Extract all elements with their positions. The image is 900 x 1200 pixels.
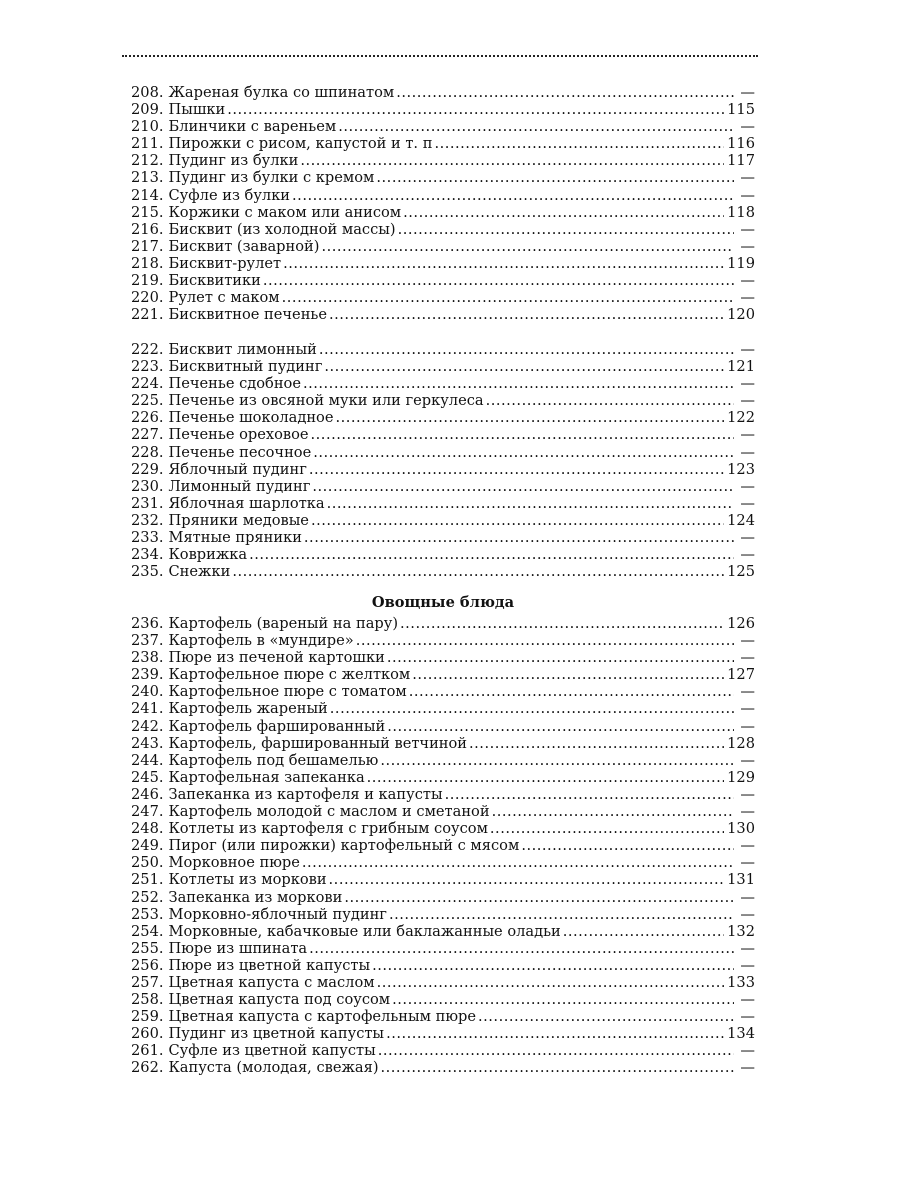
toc-entry-number: 223. xyxy=(131,358,164,376)
toc-entry-page: 133 xyxy=(727,973,755,991)
toc-entry-page: 134 xyxy=(727,1025,755,1043)
toc-entry xyxy=(131,786,755,803)
toc-group-vegetable-dishes xyxy=(131,615,755,1077)
toc-entry-page: 125 xyxy=(727,563,755,581)
toc-entry-page: 124 xyxy=(727,511,755,529)
toc-dot-leader xyxy=(319,341,734,358)
toc-entry-title: Картофель под бешамелью xyxy=(168,751,379,769)
toc-entry-number: 256. xyxy=(131,956,164,974)
toc-entry-title: Картофель жареный xyxy=(168,700,328,718)
toc-entry-title: Морковное пюре xyxy=(168,854,300,872)
toc-entry-number: 255. xyxy=(131,939,164,957)
toc-entry xyxy=(131,1025,755,1042)
toc-entry-title: Жареная булка со шпинатом xyxy=(168,84,395,101)
toc-entry-number: 250. xyxy=(131,854,164,872)
toc-entry-page: — xyxy=(740,237,755,255)
toc-entry xyxy=(131,991,755,1008)
toc-entry xyxy=(131,700,755,717)
toc-entry-title: Печенье из овсяной муки или геркулеса xyxy=(168,392,484,410)
toc-dot-leader xyxy=(469,735,724,752)
toc-entry xyxy=(131,221,755,238)
toc-entry xyxy=(131,889,755,906)
toc-entry-page: — xyxy=(740,477,755,495)
toc-entry-number: 249. xyxy=(131,837,164,855)
toc-entry-page: 128 xyxy=(727,734,755,752)
toc-dot-leader xyxy=(403,204,724,221)
toc-entry xyxy=(131,803,755,820)
toc-entry xyxy=(131,444,755,461)
toc-dot-leader xyxy=(445,786,734,803)
toc-entry-number: 232. xyxy=(131,511,164,529)
toc-entry xyxy=(131,461,755,478)
toc-entry xyxy=(131,1059,755,1076)
toc-entry-title: Бисквит-рулет xyxy=(168,254,282,272)
toc-entry-number: 248. xyxy=(131,820,164,838)
toc-entry-page: — xyxy=(740,700,755,718)
toc-entry-page: 120 xyxy=(727,306,755,324)
toc-entry-page: — xyxy=(740,529,755,547)
toc-entry-title: Блинчики с вареньем xyxy=(168,118,337,136)
toc-dot-leader xyxy=(329,871,725,888)
toc-entry-number: 238. xyxy=(131,649,164,667)
toc-entry xyxy=(131,409,755,426)
toc-entry-page: — xyxy=(740,888,755,906)
toc-dot-leader xyxy=(492,803,734,820)
toc-entry-number: 245. xyxy=(131,768,164,786)
toc-entry xyxy=(131,512,755,529)
toc-entry xyxy=(131,666,755,683)
toc-entry-page: — xyxy=(740,1059,755,1077)
toc-group-pastry-2 xyxy=(131,341,755,580)
toc-entry-number: 246. xyxy=(131,785,164,803)
toc-entry-title: Яблочная шарлотка xyxy=(168,494,325,512)
toc-entry-number: 236. xyxy=(131,615,164,632)
toc-entry-page: — xyxy=(740,341,755,358)
toc-dot-leader xyxy=(309,461,724,478)
toc-entry xyxy=(131,940,755,957)
toc-entry-number: 240. xyxy=(131,683,164,701)
toc-entry-number: 212. xyxy=(131,152,164,170)
toc-dot-leader xyxy=(282,289,734,306)
toc-dot-leader xyxy=(386,1025,724,1042)
toc-entry-number: 242. xyxy=(131,717,164,735)
toc-dot-leader xyxy=(387,649,734,666)
toc-entry-number: 243. xyxy=(131,734,164,752)
toc-dot-leader xyxy=(486,392,734,409)
toc-entry xyxy=(131,306,755,323)
toc-dot-leader xyxy=(311,426,734,443)
toc-entry-number: 244. xyxy=(131,751,164,769)
toc-entry-page: 126 xyxy=(727,615,755,632)
toc-dot-leader xyxy=(356,632,734,649)
toc-entry-number: 222. xyxy=(131,341,164,358)
toc-entry-title: Картофельное пюре с томатом xyxy=(168,683,407,701)
toc-entry-page: 117 xyxy=(727,152,755,170)
toc-entry-number: 254. xyxy=(131,922,164,940)
toc-dot-leader xyxy=(300,152,724,169)
toc-entry-number: 210. xyxy=(131,118,164,136)
toc-dot-leader xyxy=(263,272,734,289)
toc-entry-title: Печенье шоколадное xyxy=(168,409,334,427)
toc-dot-leader xyxy=(309,940,734,957)
toc-dot-leader xyxy=(381,1059,734,1076)
toc-entry-page: — xyxy=(740,443,755,461)
toc-entry-page: — xyxy=(740,220,755,238)
toc-dot-leader xyxy=(396,84,734,101)
toc-entry-page: 127 xyxy=(727,666,755,684)
toc-dot-leader xyxy=(338,118,734,135)
toc-entry-title: Бисквит лимонный xyxy=(168,341,317,358)
toc-entry-title: Бисквит (заварной) xyxy=(168,237,320,255)
toc-entry-title: Печенье сдобное xyxy=(168,375,301,393)
toc-dot-leader xyxy=(329,306,724,323)
toc-entry-number: 252. xyxy=(131,888,164,906)
toc-entry-page: 121 xyxy=(727,358,755,376)
toc-entry-page: — xyxy=(740,854,755,872)
toc-entry-title: Котлеты из картофеля с грибным соусом xyxy=(168,820,488,838)
toc-entry xyxy=(131,135,755,152)
toc-entry-title: Суфле из цветной капусты xyxy=(168,1042,376,1060)
toc-entry-page: — xyxy=(740,118,755,136)
toc-entry-page: 130 xyxy=(727,820,755,838)
toc-entry xyxy=(131,718,755,735)
toc-entry-number: 215. xyxy=(131,203,164,221)
toc-entry-page: 119 xyxy=(727,254,755,272)
toc-entry xyxy=(131,546,755,563)
toc-entry xyxy=(131,837,755,854)
toc-entry-title: Капуста (молодая, свежая) xyxy=(168,1059,379,1077)
toc-entry-page: — xyxy=(740,375,755,393)
toc-entry-page: 122 xyxy=(727,409,755,427)
toc-entry-number: 247. xyxy=(131,803,164,821)
toc-entry-title: Цветная капуста с маслом xyxy=(168,973,375,991)
toc-entry-title: Лимонный пудинг xyxy=(168,477,311,495)
toc-entry-page: 123 xyxy=(727,460,755,478)
toc-entry-title: Бисквитный пудинг xyxy=(168,358,323,376)
toc-dot-leader xyxy=(409,683,734,700)
toc-entry-page: — xyxy=(740,751,755,769)
toc-entry xyxy=(131,84,755,101)
toc-dot-leader xyxy=(434,135,724,152)
toc-dot-leader xyxy=(372,957,734,974)
toc-entry-page: — xyxy=(740,546,755,564)
toc-entry-title: Суфле из булки xyxy=(168,186,291,204)
toc-entry-title: Котлеты из моркови xyxy=(168,871,327,889)
toc-entry-title: Пудинг из булки xyxy=(168,152,299,170)
toc-entry-title: Картофель молодой с маслом и сметаной xyxy=(168,803,490,821)
toc-entry xyxy=(131,1042,755,1059)
toc-entry xyxy=(131,974,755,991)
toc-dot-leader xyxy=(398,221,734,238)
toc-dot-leader xyxy=(376,169,734,186)
toc-entry xyxy=(131,820,755,837)
toc-entry-page: 118 xyxy=(727,203,755,221)
toc-dot-leader xyxy=(400,615,724,632)
toc-entry-number: 221. xyxy=(131,306,164,324)
toc-entry-page: 115 xyxy=(727,101,755,119)
toc-entry-page: — xyxy=(740,392,755,410)
toc-dot-leader xyxy=(249,546,734,563)
toc-dot-leader xyxy=(232,563,724,580)
toc-entry-title: Цветная капуста с картофельным пюре xyxy=(168,1008,477,1026)
toc-dot-leader xyxy=(563,923,724,940)
toc-entry xyxy=(131,563,755,580)
toc-entry-title: Снежки xyxy=(168,563,231,581)
toc-entry xyxy=(131,375,755,392)
toc-dot-leader xyxy=(521,837,734,854)
toc-entry xyxy=(131,204,755,221)
toc-entry-page: 129 xyxy=(727,768,755,786)
toc-entry-title: Картофель фаршированный xyxy=(168,717,386,735)
toc-entry-title: Яблочный пудинг xyxy=(168,460,307,478)
toc-entry-title: Запеканка из картофеля и капусты xyxy=(168,785,443,803)
toc-entry xyxy=(131,101,755,118)
toc-entry-page: — xyxy=(740,649,755,667)
toc-entry-number: 259. xyxy=(131,1008,164,1026)
toc-group-pastry-1 xyxy=(131,84,755,323)
toc-entry-title: Пудинг из булки с кремом xyxy=(168,169,375,187)
toc-entry-title: Морковно-яблочный пудинг xyxy=(168,905,387,923)
toc-dot-leader xyxy=(344,889,734,906)
toc-entry xyxy=(131,871,755,888)
toc-dot-leader xyxy=(330,700,734,717)
toc-entry-title: Пюре из шпината xyxy=(168,939,308,957)
toc-entry-title: Пирожки с рисом, капустой и т. п xyxy=(168,135,433,153)
toc-entry-number: 209. xyxy=(131,101,164,119)
toc-entry-title: Пряники медовые xyxy=(168,511,309,529)
toc-entry-number: 241. xyxy=(131,700,164,718)
toc-entry-page: — xyxy=(740,1008,755,1026)
toc-entry-page: — xyxy=(740,785,755,803)
toc-entry-number: 231. xyxy=(131,494,164,512)
toc-entry-title: Пудинг из цветной капусты xyxy=(168,1025,385,1043)
toc-entry xyxy=(131,1008,755,1025)
toc-entry-title: Коржики с маком или анисом xyxy=(168,203,402,221)
toc-entry-page: — xyxy=(740,1042,755,1060)
toc-entry xyxy=(131,649,755,666)
toc-dot-leader xyxy=(380,752,734,769)
toc-entry-number: 218. xyxy=(131,254,164,272)
toc-dot-leader xyxy=(283,255,724,272)
toc-dot-leader xyxy=(321,238,734,255)
toc-entry xyxy=(131,752,755,769)
toc-dot-leader xyxy=(327,495,734,512)
top-dotted-rule xyxy=(122,55,758,57)
toc-entry-page: 132 xyxy=(727,922,755,940)
toc-entry-page: — xyxy=(740,717,755,735)
toc-entry-title: Мятные пряники xyxy=(168,529,302,547)
toc-dot-leader xyxy=(367,769,725,786)
toc-entry-page: 131 xyxy=(727,871,755,889)
toc-entry-page: — xyxy=(740,169,755,187)
toc-entry-title: Рулет с маком xyxy=(168,289,280,307)
toc-entry-number: 216. xyxy=(131,220,164,238)
toc-entry-number: 230. xyxy=(131,477,164,495)
toc-entry-page: — xyxy=(740,632,755,650)
toc-entry-page: — xyxy=(740,289,755,307)
toc-entry xyxy=(131,426,755,443)
toc-entry xyxy=(131,632,755,649)
toc-entry xyxy=(131,289,755,306)
toc-entry-number: 251. xyxy=(131,871,164,889)
toc-dot-leader xyxy=(392,991,734,1008)
toc-entry-page: — xyxy=(740,494,755,512)
toc-entry-number: 214. xyxy=(131,186,164,204)
toc-entry-number: 224. xyxy=(131,375,164,393)
section-heading-vegetable-dishes: Овощные блюда xyxy=(371,594,515,611)
toc-entry-title: Пюре из цветной капусты xyxy=(168,956,371,974)
toc-entry-number: 217. xyxy=(131,237,164,255)
toc-entry-number: 208. xyxy=(131,84,164,101)
toc-entry-page: — xyxy=(740,905,755,923)
toc-dot-leader xyxy=(387,718,734,735)
toc-entry-title: Бисквитики xyxy=(168,272,261,290)
toc-dot-leader xyxy=(227,101,724,118)
toc-entry xyxy=(131,255,755,272)
toc-entry-title: Пирог (или пирожки) картофельный с мясом xyxy=(168,837,520,855)
toc-entry-number: 213. xyxy=(131,169,164,187)
toc-entry-title: Цветная капуста под соусом xyxy=(168,991,391,1009)
toc-entry-page: — xyxy=(740,837,755,855)
toc-entry-title: Картофель, фаршированный ветчиной xyxy=(168,734,468,752)
toc-dot-leader xyxy=(377,974,725,991)
toc-entry-page: — xyxy=(740,991,755,1009)
toc-entry-number: 257. xyxy=(131,973,164,991)
toc-entry-number: 225. xyxy=(131,392,164,410)
toc-entry xyxy=(131,957,755,974)
toc-dot-leader xyxy=(478,1008,734,1025)
toc-entry xyxy=(131,358,755,375)
toc-entry-number: 211. xyxy=(131,135,164,153)
toc-entry-number: 237. xyxy=(131,632,164,650)
toc-entry-title: Бисквит (из холодной массы) xyxy=(168,220,396,238)
toc-entry-title: Морковные, кабачковые или баклажанные оладьи xyxy=(168,922,561,940)
toc-entry-page: — xyxy=(740,683,755,701)
toc-entry-page: — xyxy=(740,939,755,957)
toc-entry-title: Картофельное пюре с желтком xyxy=(168,666,411,684)
toc-entry-title: Запеканка из моркови xyxy=(168,888,343,906)
toc-entry-title: Картофель (вареный на пару) xyxy=(168,615,399,632)
toc-entry-page: 116 xyxy=(727,135,755,153)
toc-dot-leader xyxy=(490,820,724,837)
toc-entry-number: 229. xyxy=(131,460,164,478)
toc-entry-page: — xyxy=(740,956,755,974)
toc-entry xyxy=(131,906,755,923)
toc-entry-page: — xyxy=(740,272,755,290)
toc-dot-leader xyxy=(312,478,734,495)
toc-entry-number: 239. xyxy=(131,666,164,684)
toc-entry xyxy=(131,735,755,752)
toc-entry xyxy=(131,392,755,409)
toc-entry-number: 219. xyxy=(131,272,164,290)
toc-dot-leader xyxy=(324,358,724,375)
toc-dot-leader xyxy=(335,409,724,426)
toc-entry xyxy=(131,152,755,169)
toc-entry-number: 226. xyxy=(131,409,164,427)
toc-entry-number: 253. xyxy=(131,905,164,923)
toc-entry xyxy=(131,615,755,632)
toc-dot-leader xyxy=(303,375,734,392)
toc-entry xyxy=(131,341,755,358)
toc-entry xyxy=(131,923,755,940)
toc-dot-leader xyxy=(311,512,724,529)
toc-entry-title: Коврижка xyxy=(168,546,248,564)
toc-entry xyxy=(131,169,755,186)
toc-dot-leader xyxy=(378,1042,734,1059)
toc-entry-number: 261. xyxy=(131,1042,164,1060)
toc-dot-leader xyxy=(313,444,734,461)
toc-entry-number: 258. xyxy=(131,991,164,1009)
toc-dot-leader xyxy=(304,529,734,546)
toc-entry xyxy=(131,854,755,871)
toc-entry xyxy=(131,529,755,546)
toc-entry xyxy=(131,683,755,700)
toc-entry-number: 260. xyxy=(131,1025,164,1043)
toc-entry-page: — xyxy=(740,426,755,444)
toc-entry xyxy=(131,478,755,495)
toc-entry-number: 235. xyxy=(131,563,164,581)
toc-entry-title: Картофельная запеканка xyxy=(168,768,365,786)
toc-entry-page: — xyxy=(740,803,755,821)
toc-entry-number: 262. xyxy=(131,1059,164,1077)
toc-entry xyxy=(131,272,755,289)
toc-entry-number: 227. xyxy=(131,426,164,444)
toc-entry-number: 234. xyxy=(131,546,164,564)
toc-entry xyxy=(131,118,755,135)
toc-entry-title: Пышки xyxy=(168,101,226,119)
toc-dot-leader xyxy=(389,906,734,923)
toc-entry xyxy=(131,495,755,512)
toc-entry-title: Печенье ореховое xyxy=(168,426,309,444)
toc-entry-number: 233. xyxy=(131,529,164,547)
toc-entry xyxy=(131,238,755,255)
toc-entry-title: Пюре из печеной картошки xyxy=(168,649,385,667)
toc-dot-leader xyxy=(302,854,734,871)
toc-entry-title: Бисквитное печенье xyxy=(168,306,328,324)
toc-entry-title: Печенье песочное xyxy=(168,443,312,461)
toc-entry xyxy=(131,187,755,204)
toc-dot-leader xyxy=(292,187,734,204)
toc-entry-page: — xyxy=(740,84,755,101)
toc-entry-title: Картофель в «мундире» xyxy=(168,632,354,650)
toc-entry-number: 220. xyxy=(131,289,164,307)
toc-dot-leader xyxy=(412,666,724,683)
toc-entry-page: — xyxy=(740,186,755,204)
toc-entry-number: 228. xyxy=(131,443,164,461)
toc-entry xyxy=(131,769,755,786)
